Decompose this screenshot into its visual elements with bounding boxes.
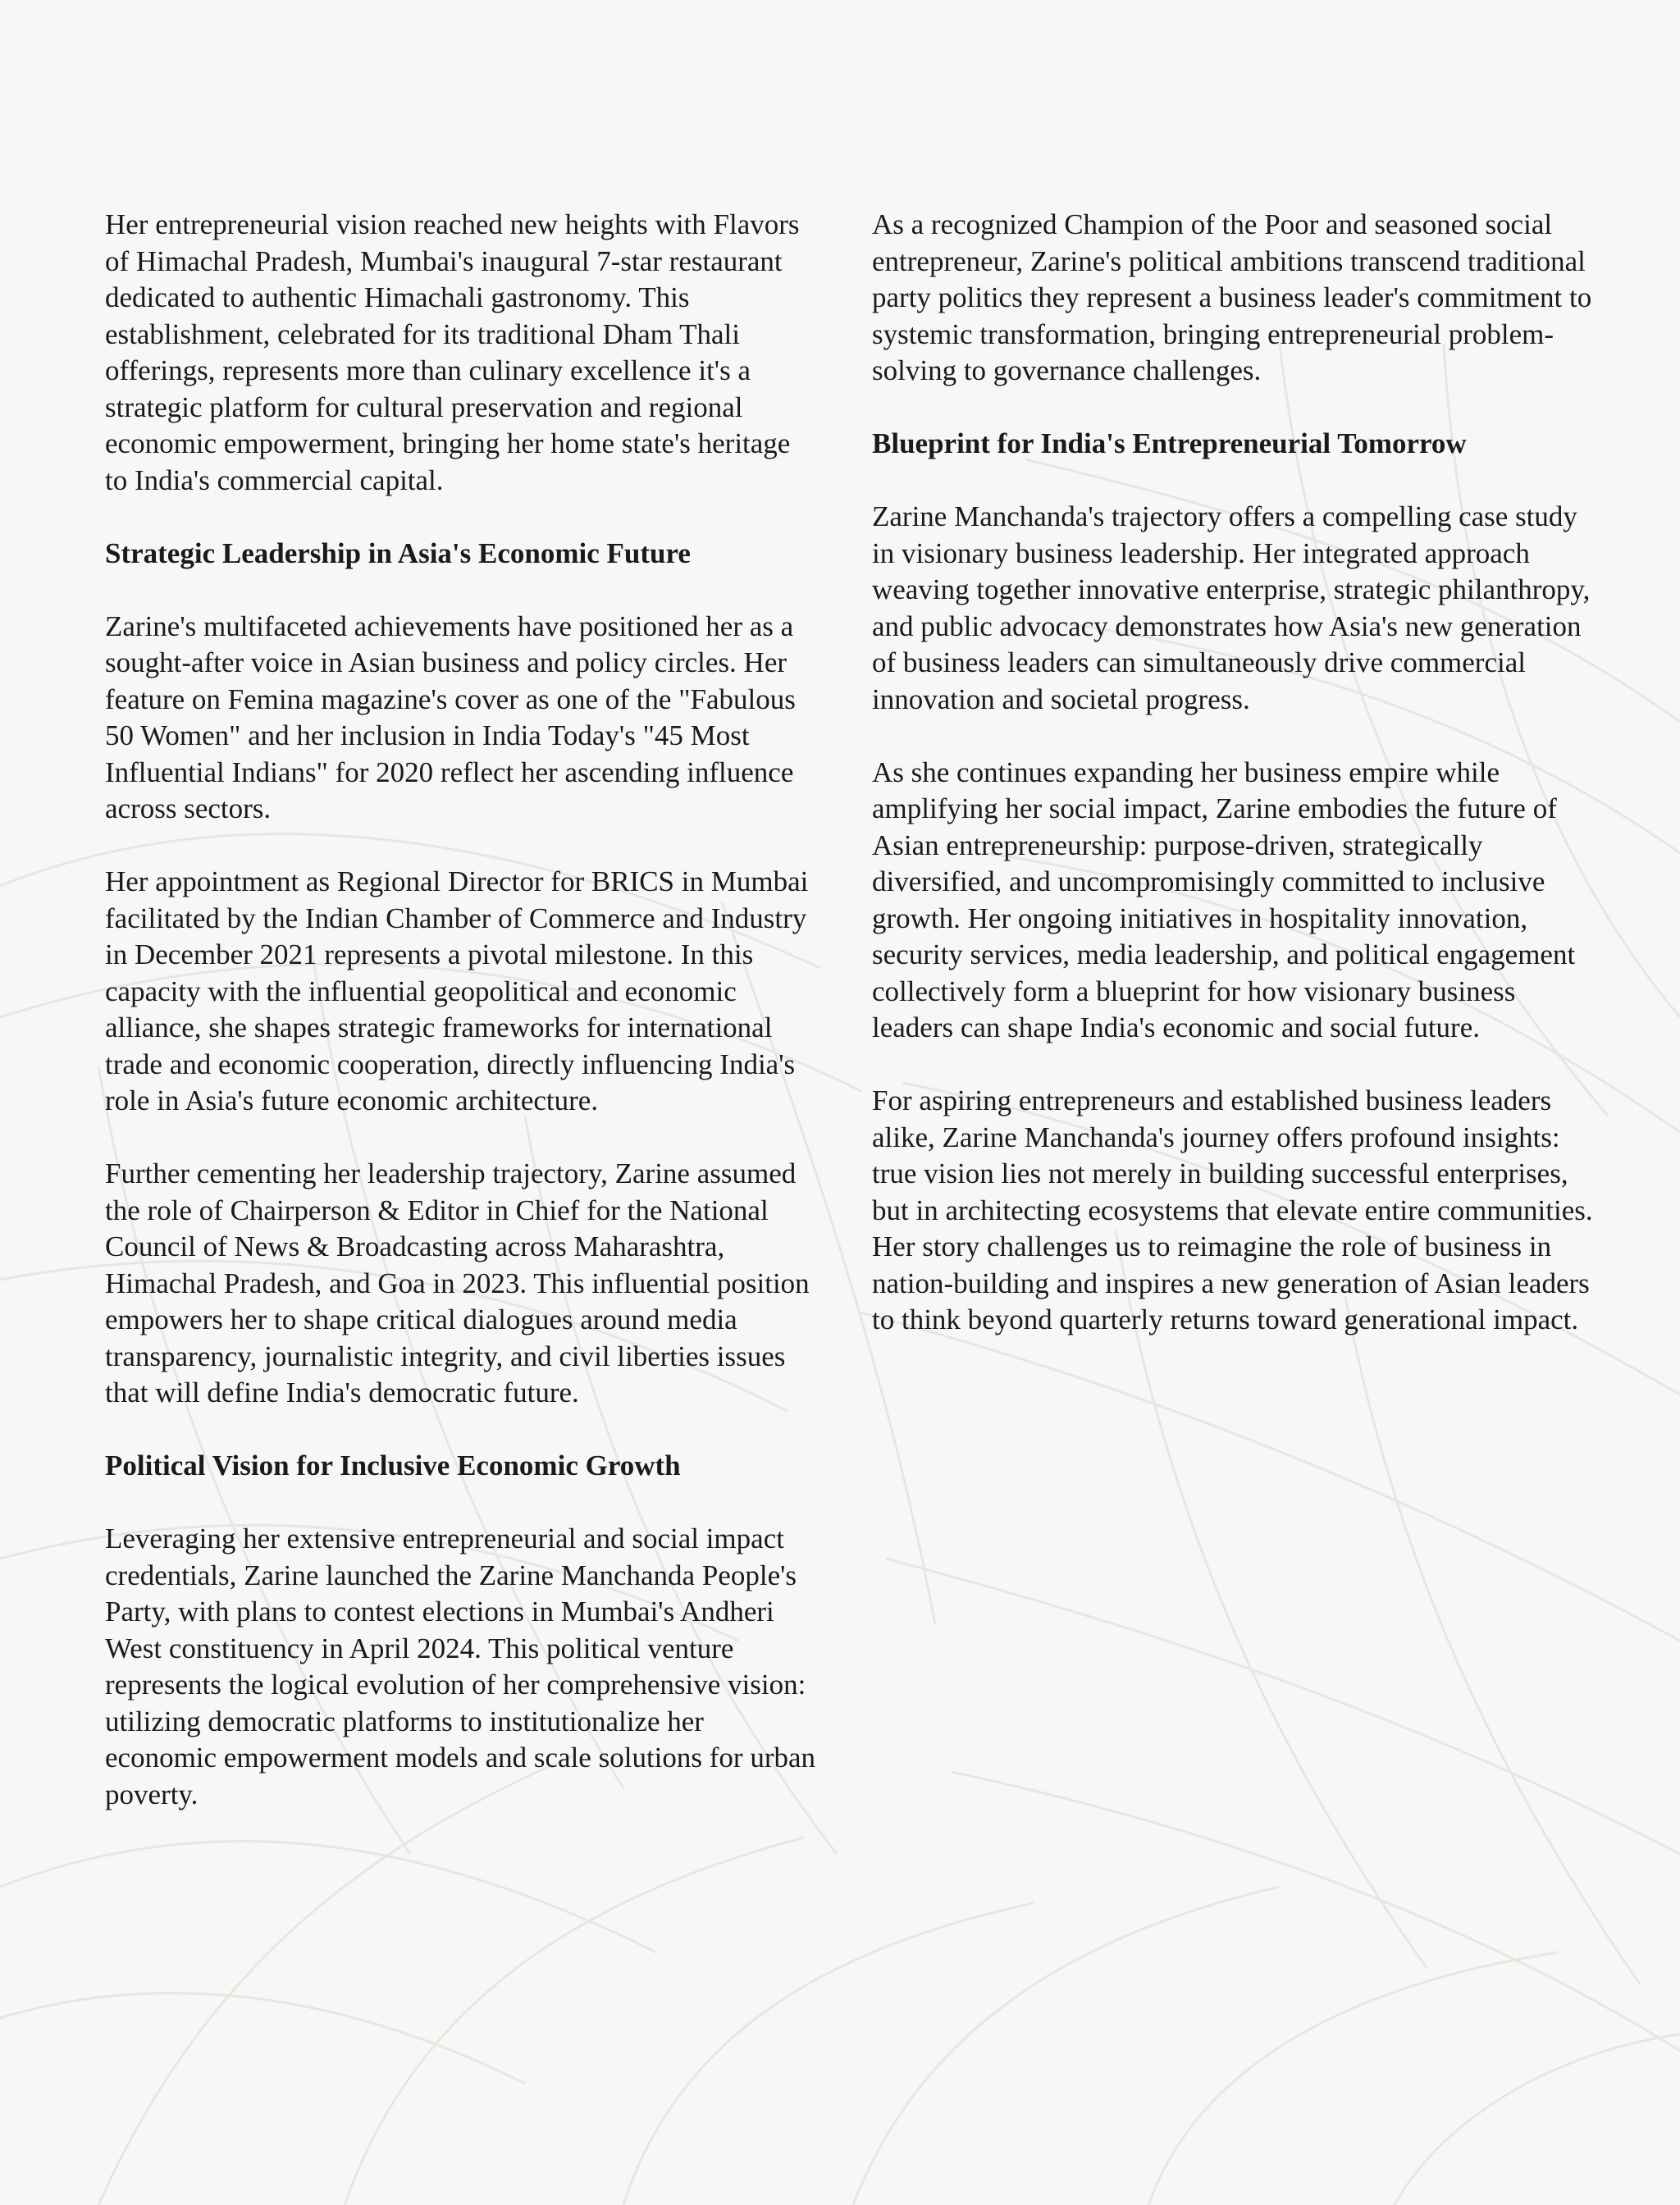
paragraph: Leveraging her extensive entrepreneurial and social impact credentials, Zarine launched the Zarine Manchanda People's Party, with plans to contest elections in Mumbai's Andheri West constituency in April 2024. This political venture represents the logical evolution of her comprehensive vision: utilizing democratic platforms to institutionalize her economic empowerment models and scale solutions for urban poverty. (105, 1522, 816, 1810)
paragraph: Further cementing her leadership trajectory, Zarine assumed the role of Chairperson & Editor in Chief for the National Council of News & Broadcasting across Maharashtra, Himachal Pradesh, and Goa in 2023. This influential position empowers her to shape critical dialogues around media transparency, journalistic integrity, and civil liberties issues that will define India's democratic future. (105, 1157, 810, 1408)
paragraph: Her entrepreneurial vision reached new heights with Flavors of Himachal Pradesh, Mumbai's inaugural 7-star restaurant dedicated to authentic Himachali gastronomy. This establishment, celebrated for its traditional Dham Thali offerings, represents more than culinary excellence it's a strategic platform for cultural preservation and regional economic empowerment, bringing her home state's heritage to India's commercial capital. (105, 208, 800, 496)
paragraph: For aspiring entrepreneurs and established business leaders alike, Zarine Manchanda's journey offers profound insights: true vision lies not merely in building successful enterprises, but in architecting ecosystems that elevate entire communities. Her story challenges us to reimagine the role of business in nation-building and inspires a new generation of Asian leaders to think beyond quarterly returns toward generational impact. (872, 1084, 1593, 1335)
paragraph: Zarine's multifaceted achievements have positioned her as a sought-after voice in Asian business and policy circles. Her feature on Femina magazine's cover as one of the "Fabulous 50 Women" and her inclusion in India Today's "45 Most Influential Indians" for 2020 reflect her ascending influence across sectors. (105, 609, 796, 824)
paragraph: Her appointment as Regional Director for BRICS in Mumbai facilitated by the Indian Chamber of Commerce and Industry in December 2021 represents a pivotal milestone. In this capacity with the influential geopolitical and economic alliance, she shapes strategic frameworks for international trade and economic cooperation, directly influencing India's role in Asia's future economic architecture. (105, 865, 809, 1116)
paragraph: Zarine Manchanda's trajectory offers a compelling case study in visionary business leadership. Her integrated approach weaving together innovative enterprise, strategic philanthropy, and public advocacy demonstrates how Asia's new generation of business leaders can simultaneously drive commercial innovation and societal progress. (872, 500, 1591, 715)
paragraph: As she continues expanding her business empire while amplifying her social impact, Zarine embodies the future of Asian entrepreneurship: purpose-driven, strategically diversified, and uncompromisingly committed to inclusive growth. Her ongoing initiatives in hospitality innovation, security services, media leadership, and political engagement collectively form a blueprint for how visionary business leaders can shape India's economic and social future. (872, 756, 1576, 1043)
section-heading: Strategic Leadership in Asia's Economic Future (105, 536, 691, 569)
paragraph: As a recognized Champion of the Poor and seasoned social entrepreneur, Zarine's political ambitions transcend traditional party politics they represent a business leader's commitment to systemic transformation, bringing entrepreneurial problem-solving to governance challenges. (872, 208, 1592, 386)
section-heading: Political Vision for Inclusive Economic Growth (105, 1449, 681, 1481)
section-heading: Blueprint for India's Entrepreneurial Tomorrow (872, 427, 1467, 459)
left-column (105, 207, 819, 1850)
right-column (872, 207, 1594, 1375)
